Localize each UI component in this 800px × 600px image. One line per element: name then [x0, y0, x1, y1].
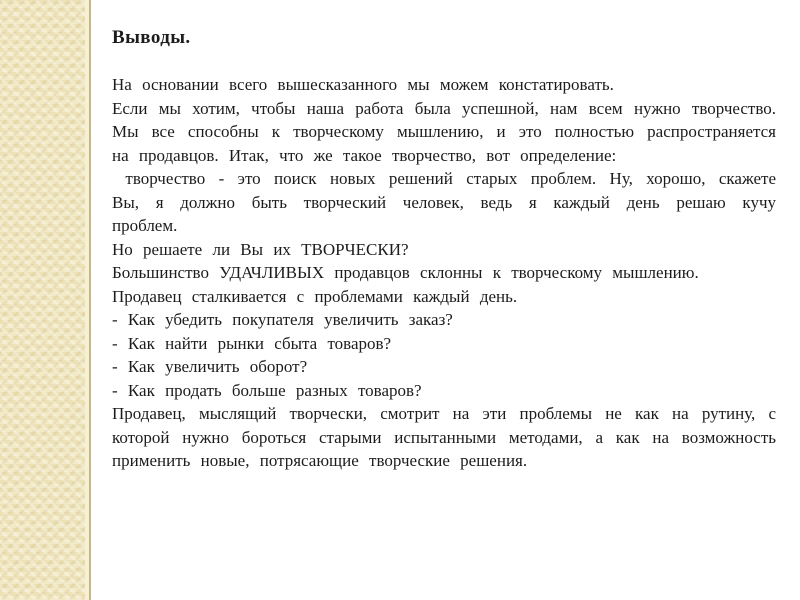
slide-title: Выводы. — [112, 27, 191, 48]
paragraph: Большинство УДАЧЛИВЫХ продавцов склонны к творческому мышлению. — [112, 263, 699, 282]
paragraph: - Как убедить покупателя увеличить заказ? — [112, 310, 453, 329]
paragraph: Но решаете ли Вы их ТВОРЧЕСКИ? — [112, 239, 409, 259]
slide-content — [112, 26, 776, 473]
paragraph: творчество - это поиск новых решений старых проблем. Ну, хорошо, скажете Вы, я должно быть творческий человек, ведь я каждый день решаю кучу проблем. — [112, 169, 776, 235]
paragraph: Продавец, мыслящий творчески, смотрит на эти проблемы не как на рутину, с которой нужно бороться старыми испытанными методами, а как на возможность применить новые, потрясающие творческие решения. — [112, 404, 776, 470]
sidebar-texture-strip — [0, 0, 91, 600]
paragraph: Продавец сталкивается с проблемами каждый день. — [112, 286, 518, 306]
paragraph: Если мы хотим, чтобы наша работа была успешной, нам всем нужно творчество. Мы все способны к творческому мышлению, и это полностью распространяется на продавцов. Итак, что же такое творчество, вот определение: — [112, 98, 776, 165]
paragraph: На основании всего вышесказанного мы можем констатировать. — [112, 75, 614, 94]
paragraph: - Как найти рынки сбыта товаров? — [112, 333, 392, 353]
paragraph: - Как продать больше разных товаров? — [112, 380, 422, 400]
text-block — [112, 73, 776, 473]
paragraph: - Как увеличить оборот? — [112, 357, 308, 376]
